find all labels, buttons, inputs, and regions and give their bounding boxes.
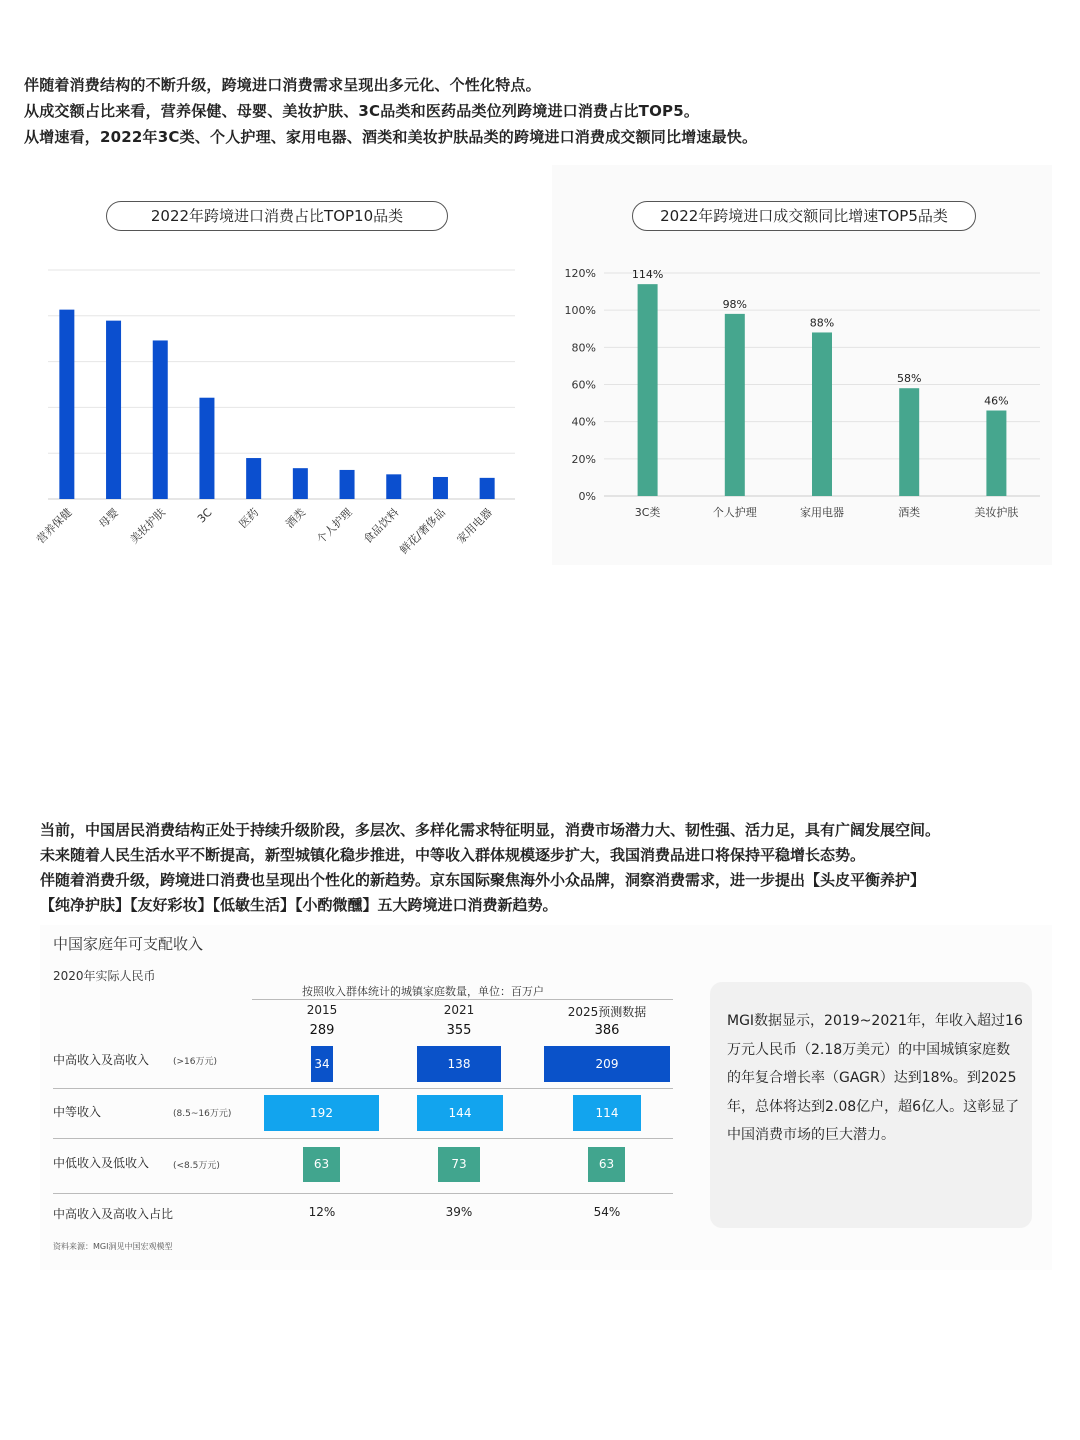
x-tick-label: 美妆护肤 <box>127 505 168 547</box>
data-label: 98% <box>722 297 748 311</box>
bar-医药 <box>246 458 261 499</box>
top5-growth-chart-panel <box>552 165 1052 565</box>
x-tick-label: 医药 <box>236 505 262 531</box>
share-2021: 39% <box>445 1205 473 1219</box>
consumption-trend-text <box>40 818 1050 918</box>
row-divider-3 <box>53 1193 673 1194</box>
income-chart-title: 中国家庭年可支配收入 <box>53 935 204 953</box>
intro-line-2: 从成交额占比来看，营养保健、母婴、美妆护肤、3C品类和医药品类位列跨境进口消费占比TOP5。 <box>24 102 700 120</box>
data-label: 58% <box>896 372 922 386</box>
x-tick-label: 个人护理 <box>712 506 757 519</box>
share-2025: 54% <box>593 1205 621 1219</box>
income-chart-subtitle: 2020年实际人民币 <box>53 969 156 983</box>
intro-text <box>24 72 1044 150</box>
trend-line-4: 【纯净护肤】【友好彩妆】【低敏生活】【小酌微醺】五大跨境进口消费新趋势。 <box>40 896 558 914</box>
data-label: 46% <box>984 394 1009 408</box>
row-label-low-income: 中低收入及低收入 <box>53 1156 150 1170</box>
intro-line-3: 从增速看，2022年3C类、个人护理、家用电器、酒类和美妆护肤品类的跨境进口消费成交额同比增速最快。 <box>24 128 758 146</box>
share-label: 中高收入及高收入占比 <box>53 1207 174 1221</box>
mgi-callout-text: MGI数据显示，2019~2021年，年收入超过16万元人民币（2.18万美元）的中国城镇家庭数的年复合增长率（GAGR）达到18%。到2025年，总体将达到2.08亿户，超6亿人。这彰显了中国消费市场的巨大潜力。 <box>727 1013 1023 1144</box>
income-chart-header: 按照收入群体统计的城镇家庭数量，单位：百万户 <box>302 985 544 998</box>
bar-3C <box>199 398 214 499</box>
y-tick-label: 100% <box>564 304 596 318</box>
bar-酒类 <box>899 388 919 496</box>
bar-酒类 <box>293 468 308 499</box>
row-range-middle-income: (8.5~16万元) <box>173 1109 232 1119</box>
income-source: 资料来源：MGI洞见中国宏观模型 <box>53 1242 173 1251</box>
x-tick-label: 家用电器 <box>454 505 495 547</box>
x-tick-label: 家用电器 <box>800 506 844 519</box>
segment-high-2015: 34 <box>311 1046 333 1082</box>
y-tick-label: 20% <box>571 452 596 466</box>
bar-美妆护肤 <box>986 411 1006 496</box>
bar-3C类 <box>638 284 658 496</box>
x-tick-label: 个人护理 <box>314 505 355 547</box>
row-divider-2 <box>53 1138 673 1139</box>
trend-line-1: 当前，中国居民消费结构正处于持续升级阶段，多层次、多样化需求特征明显，消费市场潜力大、韧性强、活力足，具有广阔发展空间。 <box>40 821 941 839</box>
bar-家用电器 <box>480 478 495 499</box>
trend-line-2: 未来随着人民生活水平不断提高，新型城镇化稳步推进，中等收入群体规模逐步扩大，我国消费品进口将保持平稳增长态势。 <box>40 846 866 864</box>
column-2025: 2025预测数据 <box>567 1005 647 1019</box>
bar-母婴 <box>106 321 121 499</box>
y-tick-label: 60% <box>571 378 596 392</box>
total-2015: 289 <box>309 1023 335 1038</box>
x-tick-label: 酒类 <box>283 505 308 531</box>
x-tick-label: 3C <box>194 505 215 526</box>
bar-个人护理 <box>725 314 745 496</box>
data-label: 114% <box>631 268 664 282</box>
segment-low-2025: 63 <box>588 1147 625 1182</box>
y-tick-label: 80% <box>571 341 596 355</box>
bar-家用电器 <box>812 332 832 496</box>
top10-share-chart-panel <box>30 165 535 565</box>
data-label: 88% <box>809 316 835 330</box>
y-tick-label: 40% <box>571 415 596 429</box>
x-tick-label: 酒类 <box>898 506 921 519</box>
top5-growth-chart <box>552 165 1052 565</box>
x-tick-label: 鲜花/奢侈品 <box>397 505 449 557</box>
y-tick-label: 0% <box>578 490 596 503</box>
bar-食品饮料 <box>386 474 401 499</box>
row-label-middle-income: 中等收入 <box>53 1105 102 1119</box>
x-tick-label: 营养保健 <box>34 505 75 547</box>
top10-share-chart <box>30 165 535 565</box>
bar-美妆护肤 <box>153 340 168 499</box>
bar-鲜花/奢侈品 <box>433 477 448 499</box>
trend-line-3: 伴随着消费升级，跨境进口消费也呈现出个性化的新趋势。京东国际聚焦海外小众品牌，洞察消费需求，进一步提出【头皮平衡养护】 <box>40 871 926 889</box>
row-range-high-income: (>16万元) <box>173 1057 218 1067</box>
segment-middle-2015: 192 <box>264 1095 379 1131</box>
column-2015: 2015 <box>306 1003 338 1017</box>
row-range-low-income: (<8.5万元) <box>173 1161 220 1171</box>
x-tick-label: 母婴 <box>96 505 122 531</box>
x-tick-label: 食品饮料 <box>361 505 402 547</box>
total-2025: 386 <box>594 1023 620 1038</box>
segment-high-2025: 209 <box>544 1046 670 1082</box>
segment-low-2015: 63 <box>303 1147 340 1182</box>
intro-line-1: 伴随着消费结构的不断升级，跨境进口消费需求呈现出多元化、个性化特点。 <box>24 76 541 94</box>
segment-middle-2025: 114 <box>573 1095 641 1131</box>
mgi-callout-box <box>710 982 1032 1228</box>
header-divider <box>252 999 673 1000</box>
segment-middle-2021: 144 <box>417 1095 503 1131</box>
share-2015: 12% <box>308 1205 336 1219</box>
row-label-high-income: 中高收入及高收入 <box>53 1053 150 1067</box>
top5-chart-title: 2022年跨境进口成交额同比增速TOP5品类 <box>632 201 976 231</box>
column-2021: 2021 <box>443 1003 475 1017</box>
x-tick-label: 3C类 <box>634 506 661 519</box>
segment-low-2021: 73 <box>438 1147 480 1182</box>
row-divider-1 <box>53 1088 673 1089</box>
bar-营养保健 <box>59 310 74 499</box>
top10-chart-title: 2022年跨境进口消费占比TOP10品类 <box>106 201 448 231</box>
x-tick-label: 美妆护肤 <box>974 506 1019 519</box>
y-tick-label: 120% <box>564 267 596 280</box>
total-2021: 355 <box>446 1023 472 1038</box>
segment-high-2021: 138 <box>417 1046 501 1082</box>
bar-个人护理 <box>340 470 355 499</box>
